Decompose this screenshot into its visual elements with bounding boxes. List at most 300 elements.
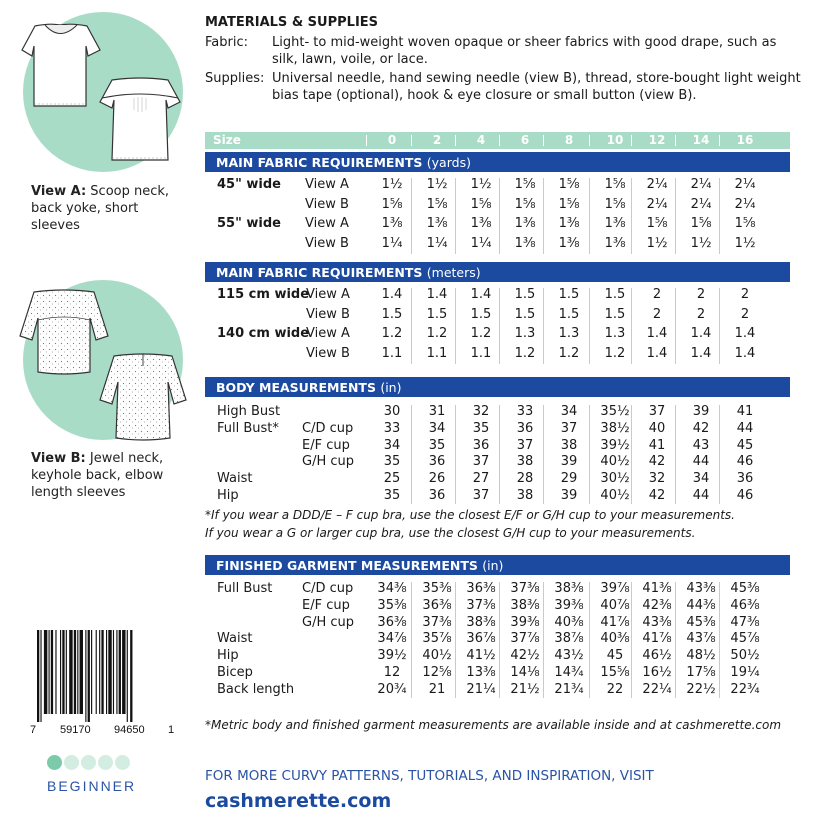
table-cell: 36⅜: [466, 581, 496, 596]
barcode-bar: [80, 630, 83, 714]
table-cell: 1.2: [604, 345, 626, 361]
table-cell: 36: [428, 488, 446, 503]
table-cell: 37: [560, 420, 578, 436]
table-cell: 37: [472, 454, 490, 470]
table-cell: 37: [516, 437, 534, 453]
row-sub-label: G/H cup: [302, 454, 354, 470]
table-cell: 20¾: [377, 681, 407, 697]
table-cell: 40⅜: [554, 614, 584, 630]
column-divider: [499, 178, 500, 254]
table-cell: 1.3: [514, 326, 536, 341]
table-cell: 1⅝: [646, 216, 668, 231]
column-divider: [411, 288, 412, 364]
table-cell: 28: [516, 471, 534, 487]
size-header-cell: 8: [564, 133, 574, 147]
table-cell: 34: [560, 404, 578, 419]
table-cell: 1.4: [646, 326, 668, 341]
column-divider: [631, 405, 632, 504]
table-cell: 1.2: [514, 345, 536, 361]
barcode-bar: [60, 630, 61, 714]
table-cell: 34: [383, 437, 401, 453]
table-cell: 1½: [381, 177, 403, 192]
row-sub-label: E/F cup: [302, 597, 350, 613]
table-cell: 1¼: [426, 235, 448, 251]
column-divider: [411, 582, 412, 698]
column-divider: [589, 178, 590, 254]
table-cell: 48½: [686, 648, 716, 664]
barcode-digit-left: 59170: [60, 724, 91, 736]
table-cell: 1¼: [470, 235, 492, 251]
column-divider: [631, 288, 632, 364]
table-cell: 1⅜: [604, 235, 626, 251]
table-cell: 1⅜: [558, 235, 580, 251]
row-group-label: 55" wide: [217, 216, 281, 231]
column-divider: [719, 178, 720, 254]
size-separator: [366, 135, 367, 146]
table-cell: 39½: [600, 437, 630, 453]
table-cell: 1⅜: [514, 216, 536, 231]
size-header-cell: 12: [648, 133, 666, 147]
table-cell: 1.4: [426, 287, 448, 302]
view-a-label: View A:: [31, 184, 87, 199]
row-group-label: Hip: [217, 648, 239, 664]
table-cell: 35: [383, 488, 401, 503]
table-cell: 1½: [470, 177, 492, 192]
barcode-bar: [51, 630, 53, 714]
table-cell: 13⅜: [466, 665, 496, 680]
table-cell: 1⅝: [381, 196, 403, 212]
view-a-description: Scoop neck, back yoke, short sleeves: [31, 184, 170, 233]
table-cell: 36⅜: [422, 597, 452, 613]
barcode-bar: [130, 630, 132, 722]
table-cell: 1½: [426, 177, 448, 192]
table-cell: 25: [383, 471, 401, 487]
table-cell: 46: [736, 454, 754, 470]
section-unit: (in): [380, 380, 402, 395]
column-divider: [631, 178, 632, 254]
table-cell: 35⅞: [422, 631, 452, 647]
table-cell: 2¼: [646, 177, 668, 192]
table-cell: 43½: [554, 648, 584, 664]
materials-fabric-text: Light- to mid-weight woven opaque or sheer fabrics with good drape, such as silk, lawn, voile, or lace.: [272, 35, 777, 67]
row-sub-label: C/D cup: [302, 420, 354, 436]
column-divider: [499, 582, 500, 698]
table-cell: 2: [740, 287, 750, 302]
table-cell: 36: [472, 437, 490, 453]
table-cell: 43⅜: [642, 614, 672, 630]
barcode: [37, 630, 167, 722]
barcode-bar: [85, 630, 86, 722]
table-cell: 1.2: [426, 326, 448, 341]
column-divider: [543, 405, 544, 504]
table-cell: 2: [652, 306, 662, 322]
table-cell: 2: [652, 287, 662, 302]
table-row: [205, 235, 790, 254]
table-cell: 43⅞: [686, 631, 716, 647]
materials-heading: MATERIALS & SUPPLIES: [205, 15, 379, 30]
size-separator: [499, 135, 500, 146]
table-cell: 1⅜: [514, 235, 536, 251]
table-cell: 21¾: [554, 681, 584, 697]
visit-text: FOR MORE CURVY PATTERNS, TUTORIALS, AND INSPIRATION, VISIT: [205, 768, 654, 784]
table-cell: 1.5: [514, 287, 536, 302]
table-row: [205, 487, 790, 506]
table-cell: 1⅝: [558, 196, 580, 212]
skill-dot: [81, 755, 96, 770]
section-header: [205, 152, 790, 172]
table-cell: 43: [692, 437, 710, 453]
table-cell: 47⅜: [730, 614, 760, 630]
table-cell: 1⅝: [514, 177, 536, 192]
column-divider: [589, 405, 590, 504]
materials-supplies-label: Supplies:: [205, 71, 265, 86]
size-header-bar: [205, 132, 790, 149]
table-cell: 35: [428, 437, 446, 453]
barcode-bar: [99, 630, 100, 714]
table-cell: 39⅞: [600, 581, 630, 596]
column-divider: [455, 405, 456, 504]
table-cell: 2¼: [690, 177, 712, 192]
column-divider: [411, 178, 412, 254]
row-sub-label: C/D cup: [302, 581, 354, 596]
table-cell: 38: [516, 488, 534, 503]
table-cell: 40: [648, 420, 666, 436]
table-cell: 41: [736, 404, 754, 419]
table-cell: 39: [692, 404, 710, 419]
table-cell: 2: [696, 306, 706, 322]
table-cell: 44: [736, 420, 754, 436]
metric-note: *Metric body and finished garment measurements are available inside and at cashmerette.com: [205, 718, 782, 732]
barcode-bar: [74, 630, 76, 714]
table-cell: 22½: [686, 681, 716, 697]
table-cell: 1.5: [514, 306, 536, 322]
table-cell: 2¼: [734, 196, 756, 212]
table-cell: 1.4: [470, 287, 492, 302]
table-cell: 34⅜: [377, 581, 407, 596]
table-cell: 37⅜: [422, 614, 452, 630]
table-cell: 15⅝: [600, 665, 630, 680]
table-cell: 1⅝: [470, 196, 492, 212]
table-cell: 12: [383, 665, 401, 680]
table-cell: 1½: [690, 235, 712, 251]
table-row: [205, 345, 790, 364]
table-cell: 1.5: [426, 306, 448, 322]
table-cell: 42: [692, 420, 710, 436]
section-title: [216, 558, 503, 573]
table-cell: 40½: [422, 648, 452, 664]
table-cell: 45⅞: [730, 631, 760, 647]
column-divider: [499, 288, 500, 364]
view-b-caption: [31, 450, 191, 501]
row-sub-label: View B: [306, 345, 350, 361]
materials-supplies-row: [205, 70, 805, 104]
table-cell: 1.5: [381, 306, 403, 322]
table-cell: 37⅞: [510, 631, 540, 647]
table-cell: 42½: [510, 648, 540, 664]
table-cell: 41⅞: [600, 614, 630, 630]
row-group-label: Bicep: [217, 665, 253, 680]
table-cell: 38: [516, 454, 534, 470]
column-divider: [543, 288, 544, 364]
column-divider: [411, 405, 412, 504]
table-cell: 2¼: [734, 177, 756, 192]
table-cell: 39½: [377, 648, 407, 664]
barcode-bar: [66, 630, 67, 714]
section-header: [205, 555, 790, 575]
size-separator: [675, 135, 676, 146]
row-sub-label: View A: [306, 326, 350, 341]
table-cell: 1.5: [604, 306, 626, 322]
barcode-bar: [122, 630, 125, 714]
table-cell: 36: [428, 454, 446, 470]
barcode-bar: [44, 630, 47, 714]
skill-level-label: BEGINNER: [47, 778, 137, 794]
barcode-bar: [106, 630, 107, 714]
table-cell: 33: [516, 404, 534, 419]
column-divider: [543, 582, 544, 698]
table-cell: 36⅜: [377, 614, 407, 630]
table-cell: 26: [428, 471, 446, 487]
barcode-bar: [119, 630, 121, 714]
table-cell: 1⅜: [604, 216, 626, 231]
table-cell: 1.5: [604, 287, 626, 302]
table-cell: 46: [736, 488, 754, 503]
table-cell: 1.5: [470, 306, 492, 322]
table-cell: 1⅝: [690, 216, 712, 231]
table-cell: 22: [606, 681, 624, 697]
view-b-illustration: [0, 260, 200, 450]
table-cell: 37: [472, 488, 490, 503]
table-cell: 30: [383, 404, 401, 419]
column-divider: [455, 582, 456, 698]
table-cell: 44: [692, 488, 710, 503]
table-row: [205, 176, 790, 195]
website-link[interactable]: cashmerette.com: [205, 790, 392, 812]
table-row: [205, 325, 790, 344]
barcode-bar: [77, 630, 78, 714]
table-cell: 34: [692, 471, 710, 487]
table-cell: 1½: [646, 235, 668, 251]
size-header-cell: 14: [692, 133, 710, 147]
barcode-bar: [101, 630, 103, 714]
column-divider: [719, 582, 720, 698]
table-row: [205, 215, 790, 234]
table-cell: 1.1: [426, 345, 448, 361]
row-group-label: Full Bust: [217, 581, 273, 596]
table-cell: 41½: [466, 648, 496, 664]
row-group-label: Waist: [217, 471, 253, 487]
table-cell: 33: [383, 420, 401, 436]
table-cell: 39⅜: [554, 597, 584, 613]
table-cell: 1.2: [381, 326, 403, 341]
table-cell: 1.5: [558, 287, 580, 302]
barcode-digit-right: 94650: [114, 724, 145, 736]
table-cell: 14¾: [554, 665, 584, 680]
table-cell: 40⅞: [600, 597, 630, 613]
table-cell: 37: [648, 404, 666, 419]
table-cell: 36: [736, 471, 754, 487]
skill-dot: [115, 755, 130, 770]
table-cell: 46⅜: [730, 597, 760, 613]
table-cell: 1⅝: [558, 177, 580, 192]
table-cell: 2: [696, 287, 706, 302]
barcode-digit-prefix: 7: [30, 724, 37, 736]
table-cell: 38⅜: [466, 614, 496, 630]
table-cell: 37⅜: [466, 597, 496, 613]
skill-dot: [47, 755, 62, 770]
table-cell: 40½: [600, 488, 630, 503]
barcode-bar: [96, 630, 97, 714]
row-sub-label: View A: [305, 177, 349, 192]
view-a-illustration: [0, 0, 200, 175]
table-cell: 45: [606, 648, 624, 664]
size-header-cell: 6: [520, 133, 530, 147]
table-cell: 38⅜: [510, 597, 540, 613]
row-sub-label: View A: [306, 287, 350, 302]
table-cell: 42: [648, 488, 666, 503]
barcode-bar: [37, 630, 39, 722]
table-cell: 35⅜: [422, 581, 452, 596]
row-sub-label: View B: [306, 306, 350, 322]
column-divider: [589, 288, 590, 364]
column-divider: [675, 582, 676, 698]
size-header-cell: 4: [476, 133, 486, 147]
row-group-label: High Bust: [217, 404, 281, 419]
table-cell: 1.4: [734, 326, 756, 341]
table-cell: 41⅞: [642, 631, 672, 647]
row-sub-label: View B: [305, 235, 349, 251]
table-cell: 44: [692, 454, 710, 470]
materials-fabric-label: Fabric:: [205, 35, 248, 50]
section-unit: (in): [482, 558, 504, 573]
table-cell: 35⅜: [377, 597, 407, 613]
view-b-front-garment-icon: [18, 288, 110, 380]
table-row: [205, 306, 790, 325]
table-cell: 45⅜: [686, 614, 716, 630]
table-row: [205, 286, 790, 305]
row-group-label: 45" wide: [217, 177, 281, 192]
row-group-label: Back length: [217, 681, 295, 697]
size-header-cell: 0: [387, 133, 397, 147]
row-group-label: Full Bust*: [217, 420, 279, 436]
table-cell: 38⅞: [554, 631, 584, 647]
section-title: [216, 380, 401, 395]
section-header: [205, 262, 790, 282]
table-cell: 45⅜: [730, 581, 760, 596]
table-cell: 19¼: [730, 665, 760, 680]
table-cell: 1.3: [558, 326, 580, 341]
table-cell: 2: [740, 306, 750, 322]
table-cell: 1.3: [604, 326, 626, 341]
table-cell: 32: [472, 404, 490, 419]
table-cell: 38⅜: [554, 581, 584, 596]
barcode-bar: [116, 630, 117, 714]
table-cell: 1⅝: [426, 196, 448, 212]
table-cell: 43⅜: [686, 581, 716, 596]
table-cell: 42: [648, 454, 666, 470]
column-divider: [675, 178, 676, 254]
table-cell: 1⅝: [604, 177, 626, 192]
column-divider: [455, 178, 456, 254]
table-cell: 41⅜: [642, 581, 672, 596]
table-cell: 21¼: [466, 681, 496, 697]
materials-fabric-row: [205, 34, 805, 68]
size-header-cell: 10: [606, 133, 624, 147]
barcode-bar: [127, 630, 128, 722]
section-title-text: FINISHED GARMENT MEASUREMENTS: [216, 558, 478, 573]
skill-level-dots: [47, 755, 130, 770]
body-measurement-note: *If you wear a DDD/E – F cup bra, use the closest E/F or G/H cup to your measurements.: [205, 508, 735, 522]
table-cell: 1⅝: [514, 196, 536, 212]
table-cell: 44⅜: [686, 597, 716, 613]
table-cell: 45: [736, 437, 754, 453]
column-divider: [631, 582, 632, 698]
barcode-bar: [69, 630, 72, 714]
table-cell: 1.2: [470, 326, 492, 341]
table-row: [205, 196, 790, 215]
size-separator: [455, 135, 456, 146]
table-cell: 29: [560, 471, 578, 487]
column-divider: [675, 405, 676, 504]
row-group-label: Waist: [217, 631, 253, 647]
size-header-cell: 2: [432, 133, 442, 147]
size-header-label: Size: [213, 133, 241, 147]
column-divider: [455, 288, 456, 364]
row-group-label: 115 cm wide: [217, 287, 310, 302]
barcode-bar: [40, 630, 41, 722]
table-cell: 39⅜: [510, 614, 540, 630]
size-separator: [543, 135, 544, 146]
barcode-bar: [113, 630, 114, 714]
row-sub-label: E/F cup: [302, 437, 350, 453]
table-cell: 1⅜: [426, 216, 448, 231]
table-cell: 34: [428, 420, 446, 436]
table-cell: 35: [472, 420, 490, 436]
view-a-front-garment-icon: [20, 20, 102, 110]
table-cell: 41: [648, 437, 666, 453]
table-cell: 1.1: [470, 345, 492, 361]
table-cell: 1.5: [558, 306, 580, 322]
materials-supplies-text: Universal needle, hand sewing needle (view B), thread, store-bought light weight bias tape (optional), hook & eye closure or small button (view B).: [272, 71, 801, 103]
table-cell: 37⅜: [510, 581, 540, 596]
column-divider: [499, 405, 500, 504]
table-cell: 31: [428, 404, 446, 419]
barcode-bar: [88, 630, 90, 722]
materials-section: [205, 14, 805, 106]
size-separator: [719, 135, 720, 146]
view-b-description: Jewel neck, keyhole back, elbow length sleeves: [31, 451, 164, 500]
column-divider: [589, 582, 590, 698]
table-cell: 38½: [600, 420, 630, 436]
table-cell: 2¼: [646, 196, 668, 212]
barcode-bar: [49, 630, 50, 714]
section-title-text: BODY MEASUREMENTS: [216, 380, 376, 395]
table-cell: 1⅜: [381, 216, 403, 231]
table-cell: 32: [648, 471, 666, 487]
table-row: [205, 681, 790, 700]
row-sub-label: View A: [305, 216, 349, 231]
table-cell: 36⅞: [466, 631, 496, 647]
skill-dot: [64, 755, 79, 770]
table-cell: 1.4: [734, 345, 756, 361]
row-sub-label: G/H cup: [302, 614, 354, 630]
table-cell: 12⅝: [422, 665, 452, 680]
table-cell: 46½: [642, 648, 672, 664]
table-cell: 1⅜: [470, 216, 492, 231]
section-title: [216, 155, 471, 170]
table-cell: 22¾: [730, 681, 760, 697]
table-cell: 14⅛: [510, 665, 540, 680]
